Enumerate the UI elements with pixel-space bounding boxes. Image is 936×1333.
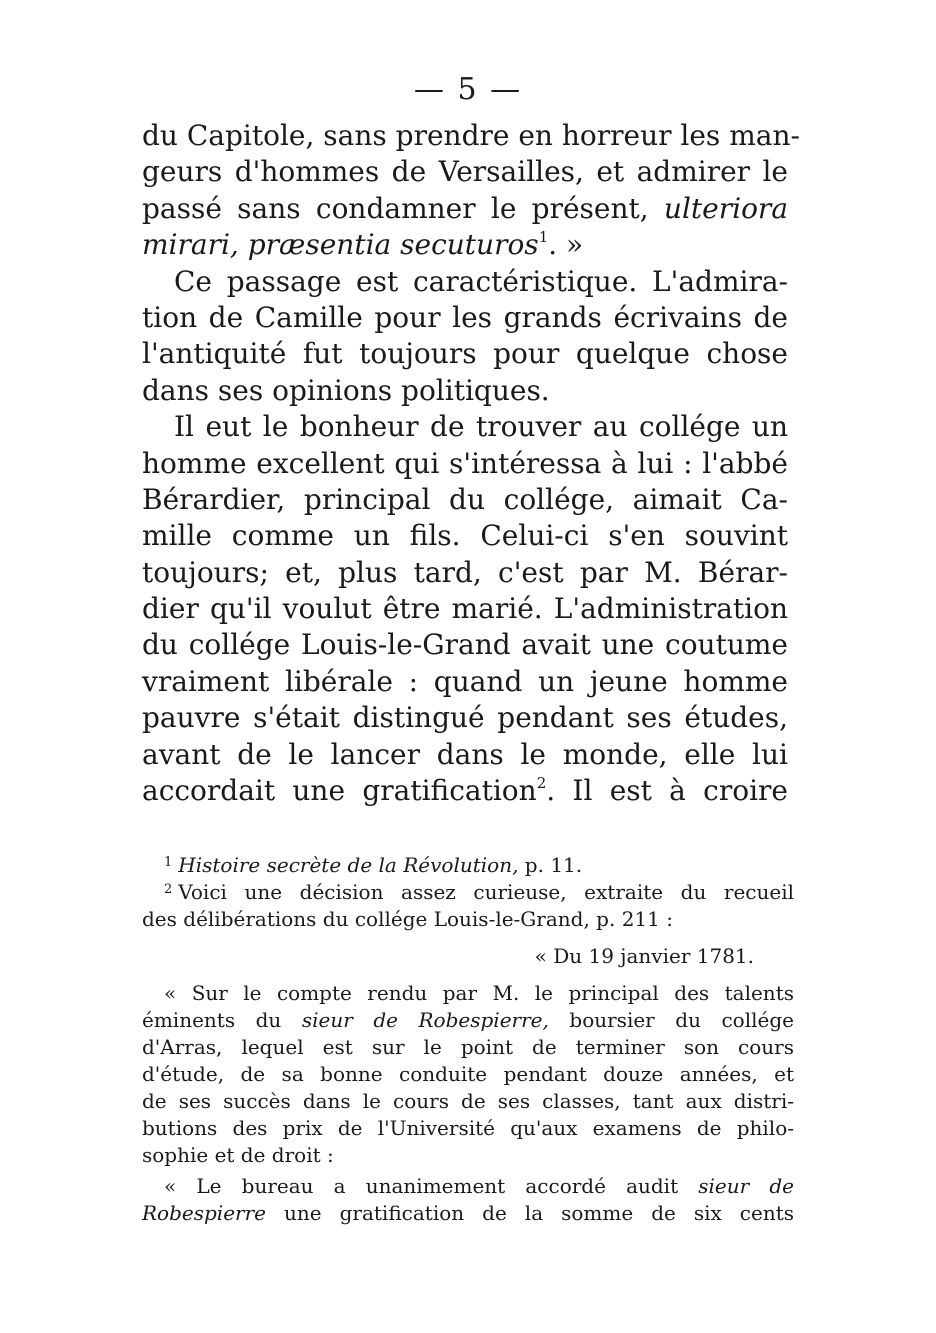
quote-line: d'étude, de sa bonne conduite pendant douze années, et — [142, 1062, 794, 1086]
text-line: toujours; et, plus tard, c'est par M. Bérar- — [142, 555, 788, 589]
text-line: geurs d'hommes de Versailles, et admirer le — [142, 155, 788, 189]
footnote-2 — [142, 879, 794, 906]
quote-line: « Sur le compte rendu par M. le principal des talents — [164, 981, 794, 1005]
footnotes — [142, 852, 794, 1227]
text-line: l'antiquité fut toujours pour quelque chose — [142, 337, 788, 371]
text-span: « Le bureau a unanimement accordé audit — [164, 1174, 699, 1198]
book-title: Histoire secrète de la Révolution, — [178, 853, 519, 877]
text-span: accordait une gratification — [142, 774, 537, 808]
text-line: dier qu'il voulut être marié. L'administration — [142, 592, 788, 626]
footnote-line: des délibérations du collége Louis-le-Grand, p. 211 : — [142, 907, 673, 931]
text-line: du Capitole, sans prendre en horreur les man- — [142, 119, 800, 152]
main-text — [142, 118, 800, 809]
page-number: — 5 — — [413, 72, 523, 107]
spacer — [142, 970, 794, 980]
latin-phrase: mirari, præsentia secuturos — [142, 228, 539, 262]
text-line: du collége Louis-le-Grand avait une coutume — [142, 628, 788, 662]
text-line: avant de le lancer dans le monde, elle lui — [142, 737, 788, 771]
text-line: dans ses opinions politiques. — [142, 373, 550, 407]
text-span: . Il est à croire — [546, 774, 788, 808]
person-name: Robespierre — [142, 1201, 266, 1225]
footnote-ref-2: 2 — [536, 774, 547, 793]
quote-line: d'Arras, lequel est sur le point de terminer son cours — [142, 1035, 794, 1059]
footnote-number: 2 — [164, 882, 173, 897]
text-line — [142, 191, 788, 227]
text-span: Voici une décision assez curieuse, extraite du recueil — [178, 880, 794, 904]
quote-date — [142, 943, 794, 970]
text-span: éminents du — [142, 1008, 302, 1032]
text-line: homme excellent qui s'intéressa à lui : l'abbé — [142, 446, 788, 480]
text-span: . » — [548, 228, 584, 262]
latin-phrase: ulteriora — [663, 191, 789, 225]
quote-line — [142, 1007, 794, 1034]
text-line: tion de Camille pour les grands écrivains de — [142, 300, 788, 334]
paragraph-start: Ce passage est caractéristique. L'admira- — [174, 264, 788, 298]
footnote-ref-1: 1 — [538, 228, 549, 247]
text-line: mille comme un fils. Celui-ci s'en souvint — [142, 519, 788, 553]
text-span: « Du 19 janvier 1781. — [534, 944, 754, 968]
quote-line: sophie et de droit : — [142, 1143, 334, 1167]
text-line: vraiment libérale : quand un jeune homme — [142, 664, 788, 698]
quote-line — [142, 1200, 794, 1227]
text-span: boursier du collége — [548, 1008, 794, 1032]
text-line: pauvre s'était distingué pendant ses études, — [142, 701, 788, 735]
person-name: sieur de Robespierre, — [301, 1008, 549, 1032]
paragraph-start: Il eut le bonheur de trouver au collége un — [174, 410, 788, 444]
text-line: Bérardier, principal du collége, aimait Ca- — [142, 482, 788, 516]
person-name: sieur de — [698, 1174, 794, 1198]
footnote-number: 1 — [164, 855, 173, 870]
footnote-1 — [142, 852, 794, 879]
text-span: passé sans condamner le présent, — [142, 191, 649, 225]
quote-line: butions des prix de l'Université qu'aux examens de philo- — [142, 1116, 794, 1140]
text-span: une gratification de la somme de six cents — [266, 1201, 794, 1225]
text-line — [142, 773, 788, 809]
text-span: p. 11. — [518, 853, 583, 877]
quote-line: de ses succès dans le cours de ses classes, tant aux distri- — [142, 1089, 794, 1113]
text-line — [142, 227, 788, 263]
spacer — [142, 933, 794, 943]
quote-line — [142, 1173, 794, 1200]
